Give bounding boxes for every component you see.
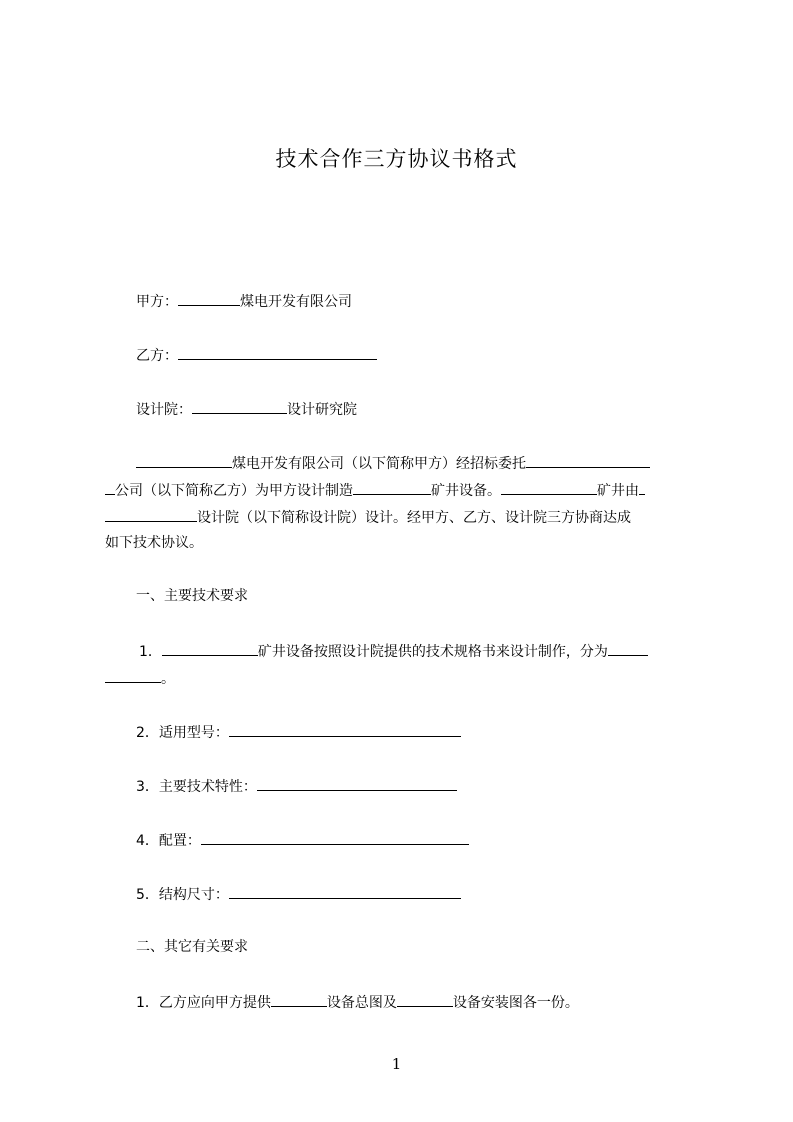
fill-blank <box>353 479 431 495</box>
item-label: 2．适用型号： <box>136 725 229 741</box>
item-text: 。 <box>161 671 175 687</box>
fill-blank <box>608 640 648 656</box>
fill-blank <box>201 829 469 845</box>
fill-blank <box>526 452 650 468</box>
fill-blank <box>229 883 461 899</box>
section-2-heading: 二、其它有关要求 <box>136 939 248 955</box>
section-1-item-4 <box>136 829 469 851</box>
party-b-label: 乙方： <box>136 348 178 364</box>
section-2-item-1 <box>136 991 579 1013</box>
fill-blank <box>192 398 287 414</box>
item-label: 5．结构尺寸： <box>136 887 229 903</box>
fill-blank <box>501 479 597 495</box>
fill-blank <box>105 667 161 683</box>
intro-text: 煤电开发有限公司（以下简称甲方）经招标委托 <box>232 456 526 472</box>
item-text: 1．乙方应向甲方提供 <box>136 995 271 1011</box>
fill-blank <box>105 506 197 522</box>
item-number: 1． <box>139 644 162 660</box>
party-a-line <box>136 290 352 312</box>
page-number: 1 <box>391 1055 402 1073</box>
party-a-label: 甲方： <box>136 294 178 310</box>
fill-blank <box>105 479 115 495</box>
intro-line-4 <box>105 533 203 553</box>
section-1-item-1 <box>139 640 648 662</box>
party-b-line <box>136 344 377 366</box>
item-label: 4．配置： <box>136 833 201 849</box>
intro-text: 如下技术协议。 <box>105 535 203 551</box>
fill-blank <box>178 290 240 306</box>
fill-blank <box>639 479 645 495</box>
section-1-item-2 <box>136 721 461 743</box>
intro-text: 设计院（以下简称设计院）设计。经甲方、乙方、设计院三方协商达成 <box>197 510 631 526</box>
item-text: 设备总图及 <box>326 995 397 1011</box>
fill-blank <box>229 721 461 737</box>
institute-name: 设计研究院 <box>287 402 357 418</box>
section-1-heading: 一、主要技术要求 <box>136 588 248 604</box>
intro-text: 公司（以下简称乙方）为甲方设计制造 <box>115 483 353 499</box>
intro-line-3 <box>105 506 631 528</box>
fill-blank <box>178 344 377 360</box>
section-1-item-1-cont <box>105 667 175 689</box>
document-title: 技术合作三方协议书格式 <box>275 147 518 171</box>
fill-blank <box>257 775 457 791</box>
fill-blank <box>162 640 258 656</box>
party-a-name: 煤电开发有限公司 <box>240 294 352 310</box>
institute-label: 设计院： <box>136 402 192 418</box>
section-1-item-3 <box>136 775 457 797</box>
item-label: 3．主要技术特性： <box>136 779 257 795</box>
item-text: 设备安装图各一份。 <box>452 995 579 1011</box>
intro-text: 矿井由 <box>597 483 639 499</box>
intro-text: 矿井设备。 <box>431 483 501 499</box>
institute-line <box>136 398 357 420</box>
item-text: 矿井设备按照设计院提供的技术规格书来设计制作，分为 <box>257 644 608 660</box>
section-1-item-5 <box>136 883 461 905</box>
intro-line-1 <box>136 452 650 474</box>
fill-blank <box>136 452 232 468</box>
fill-blank <box>271 991 327 1007</box>
intro-line-2 <box>105 479 645 501</box>
fill-blank <box>397 991 453 1007</box>
